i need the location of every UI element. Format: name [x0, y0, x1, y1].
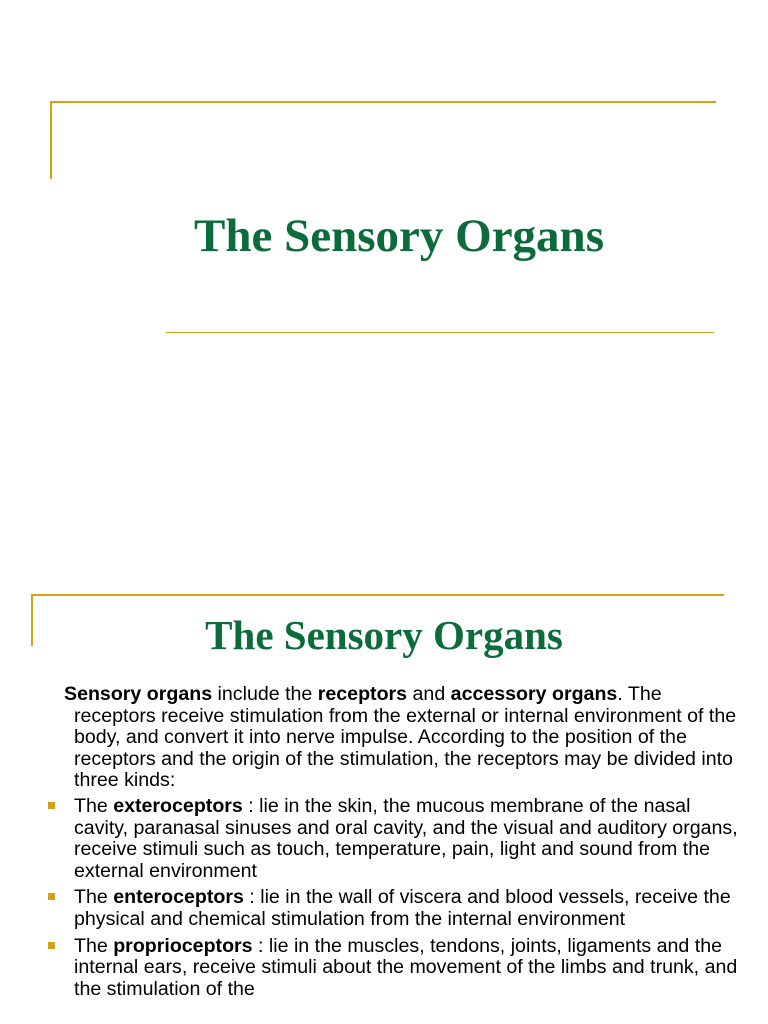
list-item [46, 887, 746, 930]
intro-text-1: include the [212, 683, 318, 705]
content-slide [0, 560, 768, 1024]
term-accessory-organs: accessory organs [450, 683, 618, 705]
bullet-term: enteroceptors [113, 886, 244, 909]
intro-text-3: . The receptors receive stimulation from the external or internal environment of the body, and convert it into nerve impulse. According to the position of the receptors and the origin of the stimulation, the receptors may be divided into three kinds: [74, 683, 737, 792]
frame-top-line [31, 594, 724, 596]
square-bullet-icon [48, 802, 55, 809]
receptor-list [46, 796, 746, 1000]
term-receptors: receptors [317, 683, 408, 705]
bullet-text: : lie in the wall of viscera and blood vessels, receive the physical and chemical stimulation from the internal environment [74, 886, 731, 930]
frame-top-line [50, 101, 716, 103]
frame-left-line [31, 594, 33, 646]
bullet-text: : lie in the skin, the mucous membrane of the nasal cavity, paranasal sinuses and oral cavity, and the visual and auditory organs, receive stimuli such as touch, temperature, pain, light and sound from the external environment [74, 794, 738, 882]
square-bullet-icon [48, 893, 55, 900]
slide-heading: The Sensory Organs [205, 612, 563, 658]
intro-text-2: and [407, 683, 451, 705]
list-item [46, 936, 746, 1001]
bullet-prefix: The [74, 886, 114, 909]
intro-paragraph [46, 684, 746, 792]
bullet-text: : lie in the muscles, tendons, joints, ligaments and the internal ears, receive stimuli about the movement of the limbs and trunk, and the stimulation of the [74, 934, 738, 1000]
square-bullet-icon [48, 942, 55, 949]
term-sensory-organs: Sensory organs [64, 683, 213, 705]
list-item [46, 796, 746, 882]
title-underline [166, 332, 714, 333]
bullet-prefix: The [74, 934, 114, 957]
frame-left-line [50, 101, 52, 179]
bullet-term: proprioceptors [113, 934, 253, 957]
slide-body [46, 684, 746, 1005]
bullet-prefix: The [74, 794, 114, 817]
slide-title: The Sensory Organs [194, 210, 604, 262]
bullet-term: exteroceptors [113, 794, 243, 817]
